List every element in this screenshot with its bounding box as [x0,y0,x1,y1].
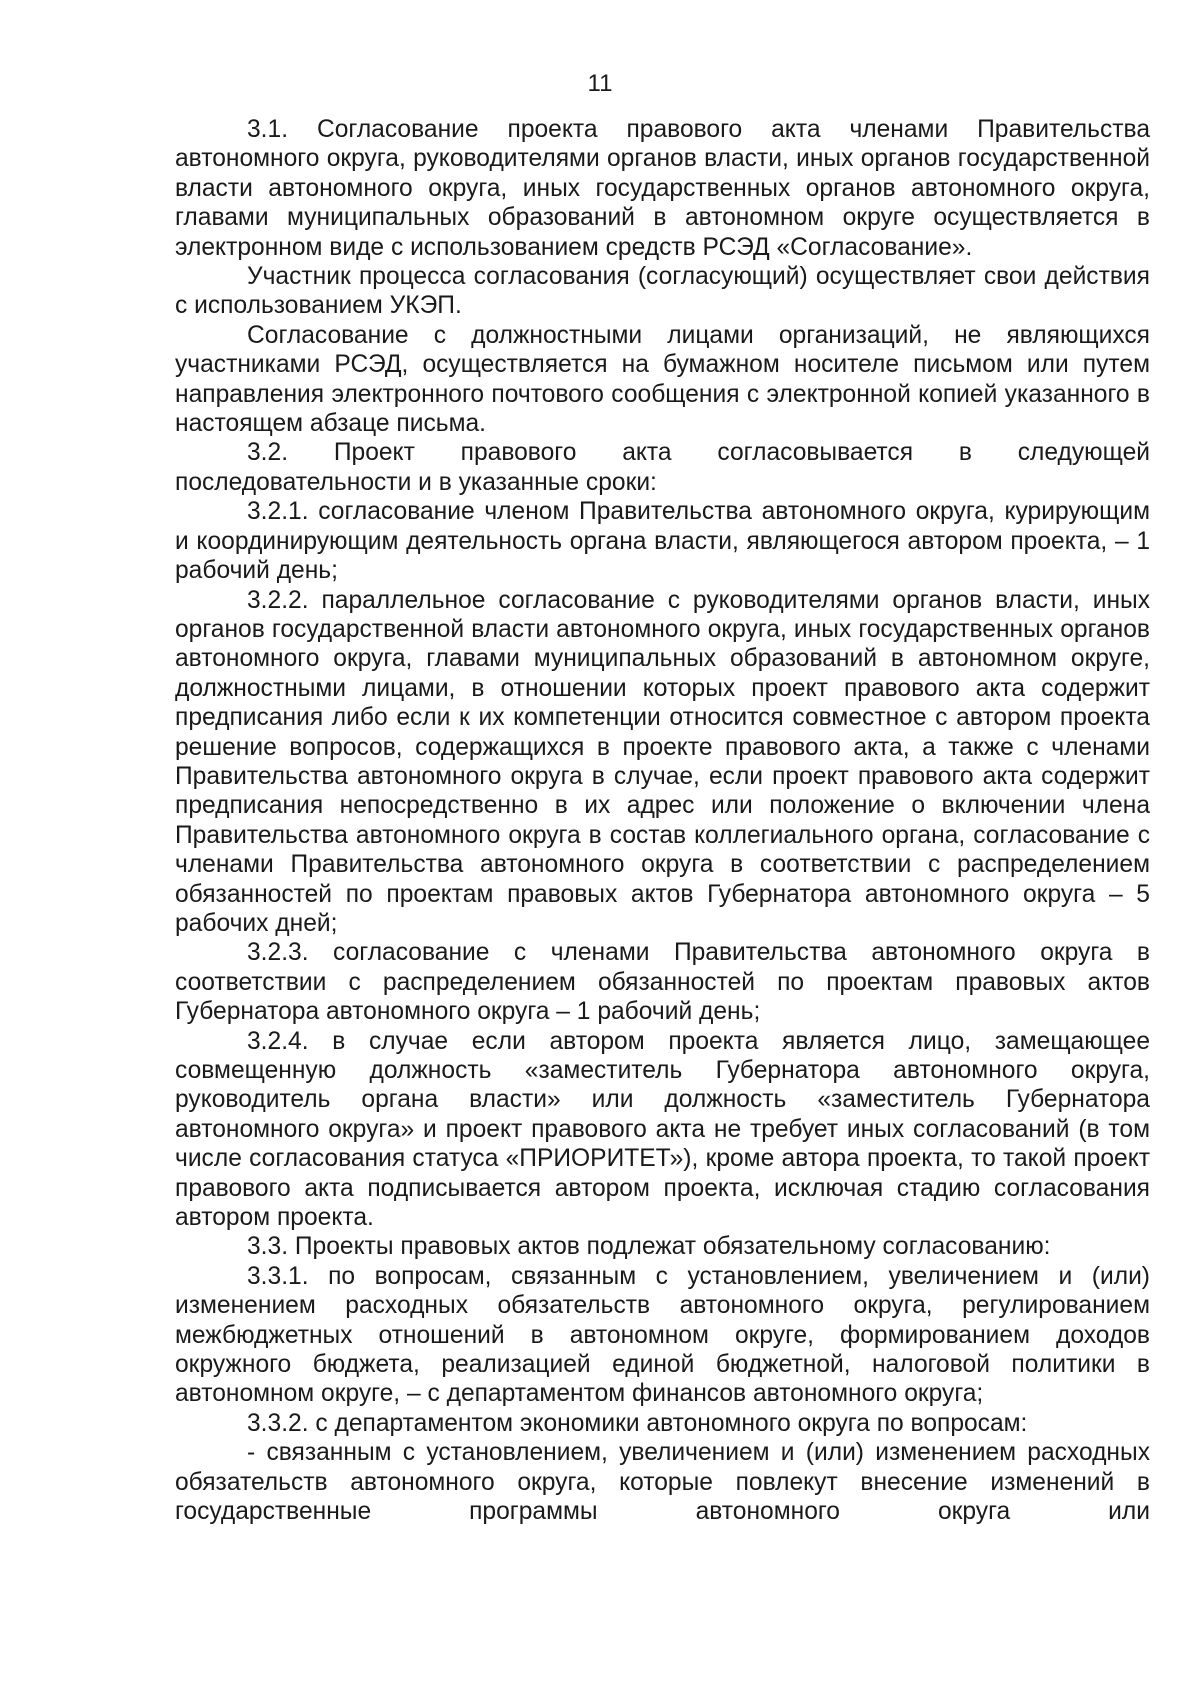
document-body [175,115,1150,1527]
paragraph-3-3-2-item: - связанным с установлением, увеличением и (или) изменением расходных обязательств автономного округа, которые повлекут внесение изменений в государственные программы автономного округа или [175,1439,1150,1526]
paragraph-paper-approval: Согласование с должностными лицами организаций, не являющихся участниками РСЭД, осуществляется на бумажном носителе письмом или путем направления электронного почтового сообщения с электронной копией указанного в настоящем абзаце письма. [175,321,1150,438]
paragraph-3-3-1: 3.3.1. по вопросам, связанным с установлением, увеличением и (или) изменением расходных обязательств автономного округа, регулированием межбюджетных отношений в автономном округе, формированием доходов окружного бюджета, реализацией единой бюджетной, налоговой политики в автономном округе, – с департаментом финансов автономного округа; [175,1262,1150,1408]
paragraph-3-2-3: 3.2.3. согласование с членами Правительства автономного округа в соответствии с распределением обязанностей по проектам правовых актов Губернатора автономного округа – 1 рабочий день; [175,939,1150,1026]
paragraph-signer-actions: Участник процесса согласования (согласующий) осуществляет свои действия с использованием УКЭП. [175,263,1150,320]
paragraph-3-2: 3.2. Проект правового акта согласовывается в следующей последовательности и в указанные сроки: [175,439,1150,496]
paragraph-3-2-4: 3.2.4. в случае если автором проекта является лицо, замещающее совмещенную должность «заместитель Губернатора автономного округа, руководитель органа власти» или должность «заместитель Губернатора автономного округа» и проект правового акта не требует иных согласований (в том числе согласования статуса «ПРИОРИТЕТ»), кроме автора проекта, то такой проект правового акта подписывается автором проекта, исключая стадию согласования автором проекта. [175,1027,1150,1232]
page-number: 11 [587,70,613,97]
paragraph-3-1: 3.1. Согласование проекта правового акта членами Правительства автономного округа, руководителями органов власти, иных органов государственной власти автономного округа, иных государственных органов автономного округа, главами муниципальных образований в автономном округе осуществляется в электронном виде с использованием средств РСЭД «Согласование». [175,116,1150,261]
paragraph-3-3-2: 3.3.2. с департаментом экономики автономного округа по вопросам: [247,1409,1028,1437]
paragraph-3-3: 3.3. Проекты правовых актов подлежат обязательному согласованию: [247,1233,1051,1261]
paragraph-3-2-2: 3.2.2. параллельное согласование с руководителями органов власти, иных органов государственной власти автономного округа, иных государственных органов автономного округа, главами муниципальных образований в автономном округе, должностными лицами, в отношении которых проект правового акта содержит предписания либо если к их компетенции относится совместное с автором проекта решение вопросов, содержащихся в проекте правового акта, а также с членами Правительства автономного округа в случае, если проект правового акта содержит предписания непосредственно в их адрес или положение о включении члена Правительства автономного округа в состав коллегиального органа, согласование с членами Правительства автономного округа в соответствии с распределением обязанностей по проектам правовых актов Губернатора автономного округа – 5 рабочих дней; [175,586,1150,937]
paragraph-3-2-1: 3.2.1. согласование членом Правительства автономного округа, курирующим и координирующим деятельность органа власти, являющегося автором проекта, – 1 рабочий день; [175,498,1150,585]
